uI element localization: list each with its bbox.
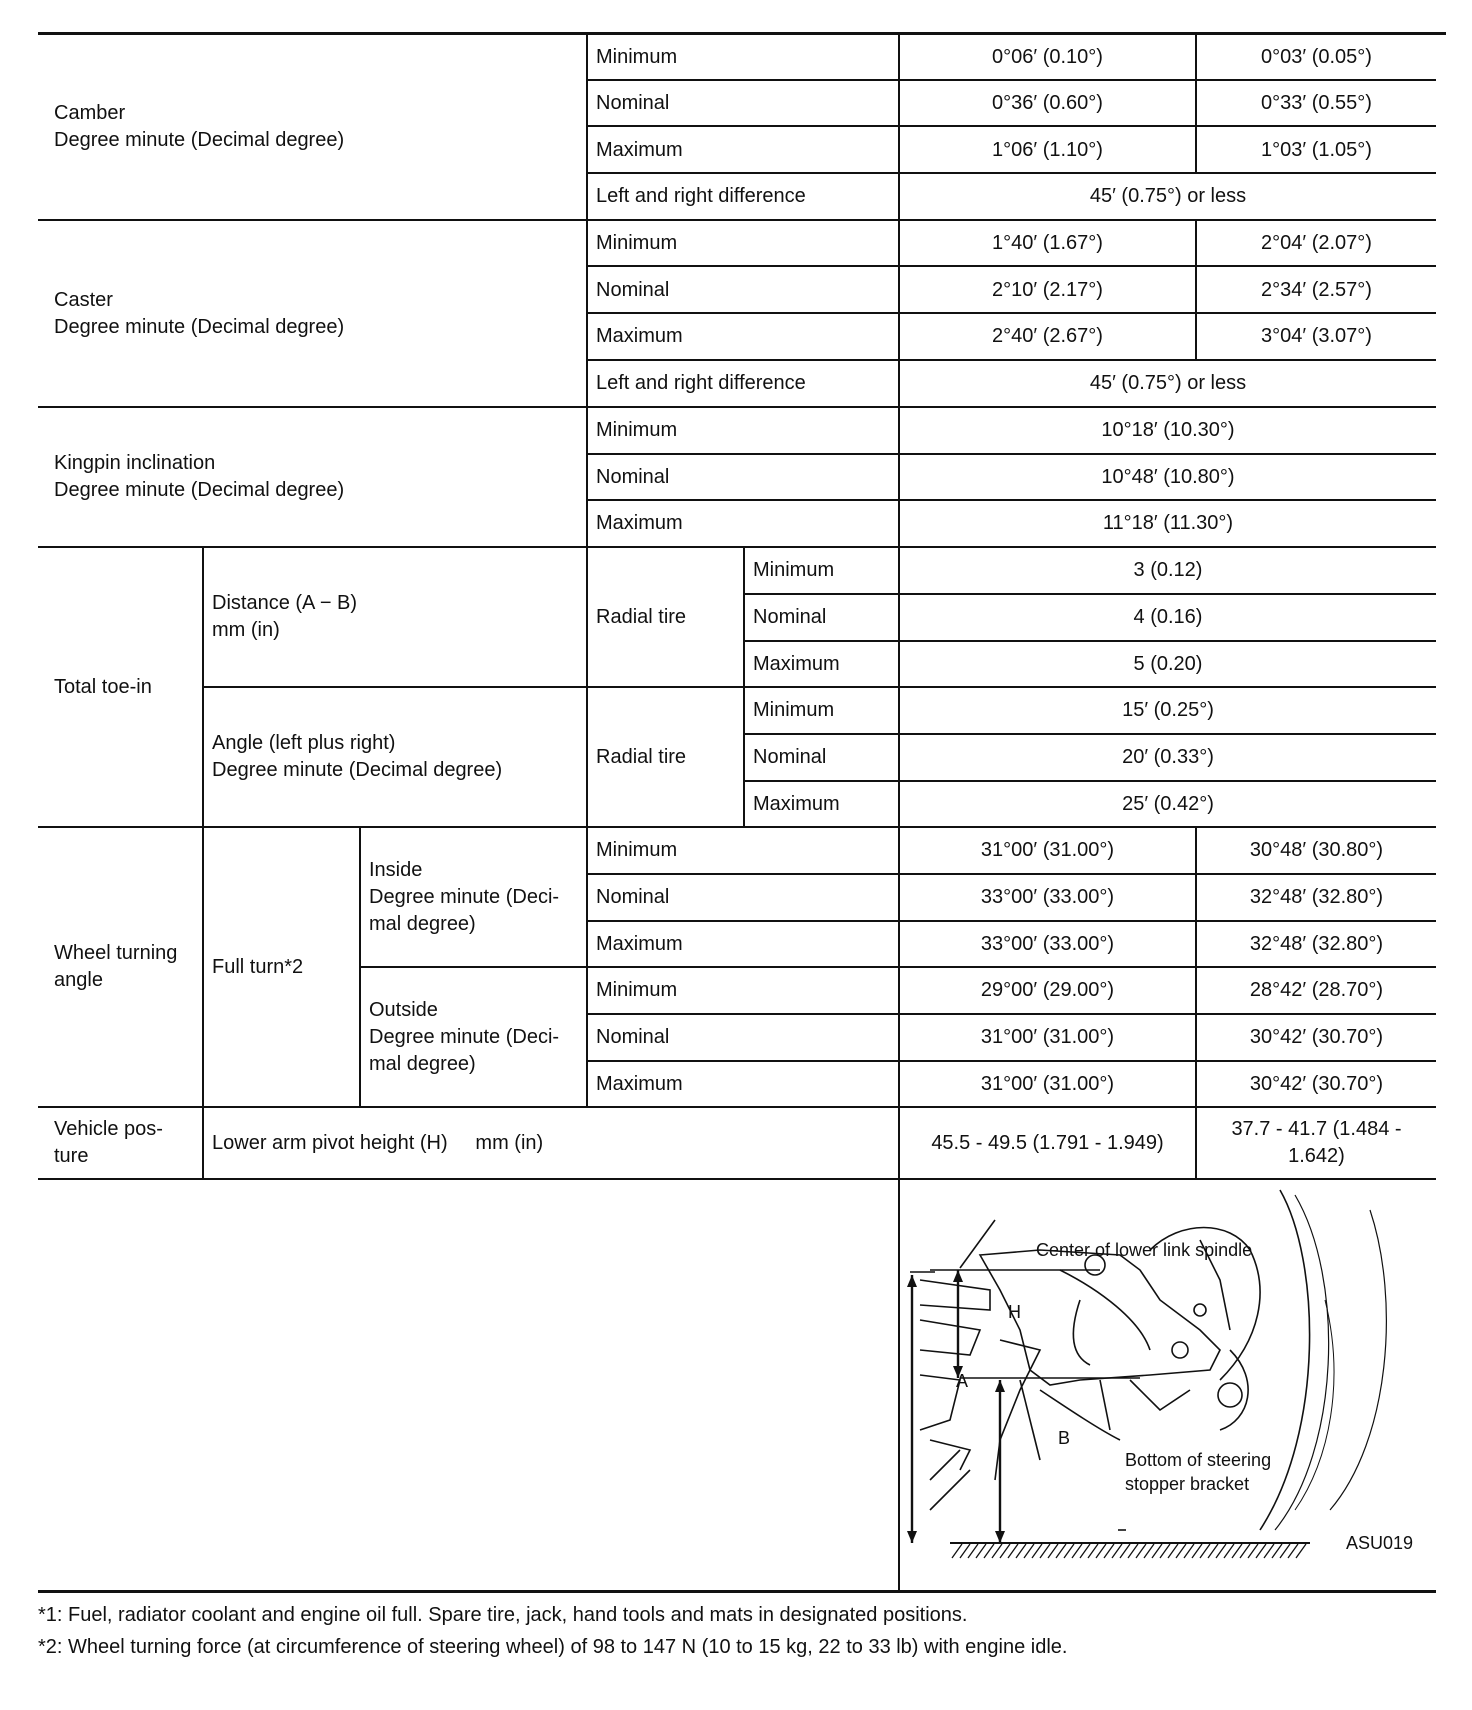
outside-nom-label: Nominal bbox=[596, 1025, 670, 1048]
inside-max-col2: 32°48′ (32.80°) bbox=[1249, 932, 1384, 955]
camber-max-col2: 1°03′ (1.05°) bbox=[1261, 138, 1372, 161]
kingpin-label: Kingpin inclination Degree minute (Decimal degree) bbox=[54, 452, 345, 501]
footnote-1: *1: Fuel, radiator coolant and engine oil full. Spare tire, jack, hand tools and mats in designated positions. bbox=[38, 1604, 968, 1626]
caster-min-col1: 1°40′ (1.67°) bbox=[992, 231, 1103, 254]
full-turn-label: Full turn*2 bbox=[212, 955, 304, 978]
toe-distance-max-value: 5 (0.20) bbox=[1133, 652, 1203, 675]
toe-distance-label: Distance (A − B) mm (in) bbox=[212, 592, 358, 641]
toe-angle-max-label: Maximum bbox=[753, 792, 840, 815]
inside-nom-col1: 33°00′ (33.00°) bbox=[980, 885, 1115, 908]
inside-max-label: Maximum bbox=[596, 932, 683, 955]
posture-col2: 37.7 - 41.7 (1.484 - 1.642) bbox=[1231, 1118, 1402, 1167]
camber-label: Camber Degree minute (Decimal degree) bbox=[54, 102, 345, 151]
inside-nom-label: Nominal bbox=[596, 885, 670, 908]
toe-distance-tire: Radial tire bbox=[596, 605, 687, 628]
outside-max-label: Maximum bbox=[596, 1072, 683, 1095]
posture-label: Vehicle pos- ture bbox=[54, 1118, 163, 1167]
caster-max-label: Maximum bbox=[596, 324, 683, 347]
camber-max-label: Maximum bbox=[596, 138, 683, 161]
outside-label: Outside Degree minute (Deci- mal degree) bbox=[369, 998, 560, 1075]
inside-label: Inside Degree minute (Deci- mal degree) bbox=[369, 858, 560, 935]
outside-max-col2: 30°42′ (30.70°) bbox=[1249, 1072, 1384, 1095]
caster-max-col2: 3°04′ (3.07°) bbox=[1261, 324, 1372, 347]
caster-nom-label: Nominal bbox=[596, 278, 670, 301]
outside-min-col1: 29°00′ (29.00°) bbox=[980, 978, 1115, 1001]
outside-nom-col2: 30°42′ (30.70°) bbox=[1249, 1025, 1384, 1048]
center-label: Center of lower link spindle bbox=[1036, 1240, 1253, 1260]
figure-code: ASU019 bbox=[1346, 1533, 1414, 1553]
camber-min-col2: 0°03′ (0.05°) bbox=[1261, 45, 1372, 68]
inside-nom-col2: 32°48′ (32.80°) bbox=[1249, 885, 1384, 908]
caster-min-col2: 2°04′ (2.07°) bbox=[1261, 231, 1372, 254]
inside-max-col1: 33°00′ (33.00°) bbox=[980, 932, 1115, 955]
outside-nom-col1: 31°00′ (31.00°) bbox=[980, 1025, 1115, 1048]
camber-nom-label: Nominal bbox=[596, 91, 670, 114]
toe-angle-nom-value: 20′ (0.33°) bbox=[1122, 745, 1214, 768]
caster-diff-value: 45′ (0.75°) or less bbox=[1089, 371, 1247, 394]
footnote-2: *2: Wheel turning force (at circumference of steering wheel) of 98 to 147 N (10 to 15 kg, 22 to 33 lb) with engine idle. bbox=[38, 1636, 1068, 1658]
toe-angle-nom-label: Nominal bbox=[753, 745, 827, 768]
kingpin-min-value: 10°18′ (10.30°) bbox=[1101, 418, 1235, 441]
bottom-label: Bottom of steering stopper bracket bbox=[1125, 1450, 1272, 1494]
outside-min-label: Minimum bbox=[596, 978, 678, 1001]
kingpin-max-value: 11°18′ (11.30°) bbox=[1102, 511, 1234, 534]
toe-angle-max-value: 25′ (0.42°) bbox=[1122, 792, 1214, 815]
toe-distance-min-value: 3 (0.12) bbox=[1133, 558, 1203, 581]
camber-diff-value: 45′ (0.75°) or less bbox=[1089, 184, 1247, 207]
camber-diff-label: Left and right difference bbox=[596, 184, 806, 207]
caster-label: Caster Degree minute (Decimal degree) bbox=[54, 288, 345, 338]
posture-item: Lower arm pivot height (H) mm (in) bbox=[212, 1131, 544, 1154]
outside-max-col1: 31°00′ (31.00°) bbox=[980, 1072, 1115, 1095]
camber-nom-col2: 0°33′ (0.55°) bbox=[1261, 91, 1372, 114]
caster-nom-col1: 2°10′ (2.17°) bbox=[992, 278, 1103, 301]
kingpin-min-label: Minimum bbox=[596, 418, 678, 441]
toe-angle-tire: Radial tire bbox=[596, 745, 687, 768]
kingpin-max-label: Maximum bbox=[596, 511, 683, 534]
toe-in-label: Total toe-in bbox=[54, 675, 152, 698]
toe-distance-nom-value: 4 (0.16) bbox=[1133, 605, 1203, 628]
table-bottom-border bbox=[38, 1590, 1436, 1593]
toe-distance-max-label: Maximum bbox=[753, 652, 840, 675]
turning-label: Wheel turning angle bbox=[54, 942, 178, 991]
toe-distance-nom-label: Nominal bbox=[753, 605, 827, 628]
toe-angle-min-label: Minimum bbox=[753, 698, 835, 721]
toe-angle-label: Angle (left plus right) Degree minute (Decimal degree) bbox=[212, 732, 503, 781]
caster-max-col1: 2°40′ (2.67°) bbox=[992, 324, 1103, 347]
kingpin-nom-label: Nominal bbox=[596, 465, 670, 488]
outside-min-col2: 28°42′ (28.70°) bbox=[1249, 978, 1384, 1001]
caster-diff-label: Left and right difference bbox=[596, 371, 806, 394]
toe-angle-min-value: 15′ (0.25°) bbox=[1122, 698, 1214, 721]
h-label: H bbox=[1008, 1302, 1021, 1322]
b-label: B bbox=[1058, 1428, 1071, 1448]
toe-distance-min-label: Minimum bbox=[753, 558, 835, 581]
inside-min-label: Minimum bbox=[596, 838, 678, 861]
a-label: A bbox=[956, 1371, 969, 1391]
kingpin-nom-value: 10°48′ (10.80°) bbox=[1101, 465, 1235, 488]
camber-max-col1: 1°06′ (1.10°) bbox=[992, 138, 1103, 161]
camber-min-col1: 0°06′ (0.10°) bbox=[992, 45, 1103, 68]
inside-min-col2: 30°48′ (30.80°) bbox=[1249, 838, 1384, 861]
camber-nom-col1: 0°36′ (0.60°) bbox=[992, 91, 1103, 114]
caster-nom-col2: 2°34′ (2.57°) bbox=[1261, 278, 1372, 301]
posture-col1: 45.5 - 49.5 (1.791 - 1.949) bbox=[931, 1131, 1164, 1154]
caster-min-label: Minimum bbox=[596, 231, 678, 254]
camber-min-label: Minimum bbox=[596, 45, 678, 68]
inside-min-col1: 31°00′ (31.00°) bbox=[980, 838, 1115, 861]
